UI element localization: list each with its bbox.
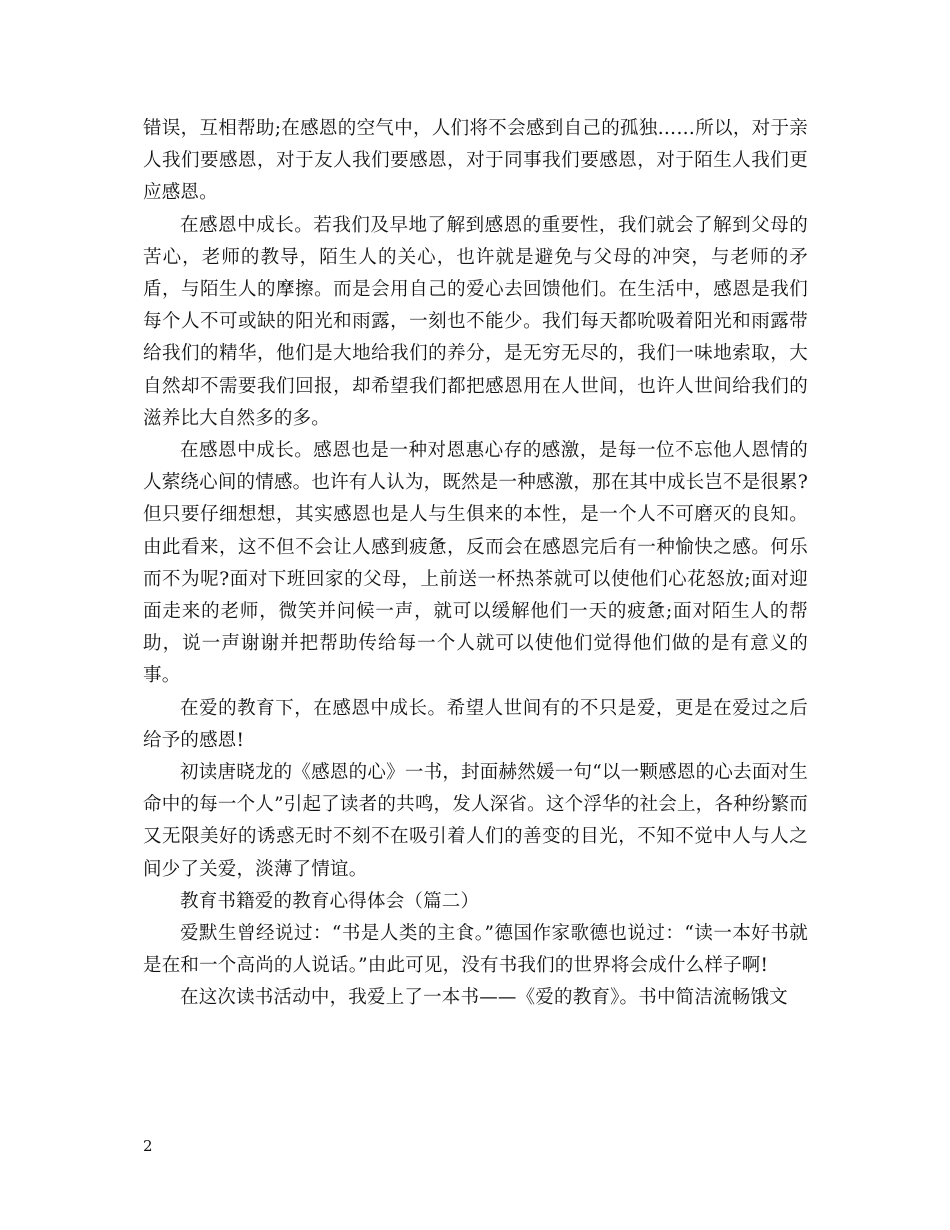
paragraph-continuation: 错误，互相帮助;在感恩的空气中，人们将不会感到自己的孤独……所以，对于亲人我们要感恩，对于友人我们要感恩，对于同事我们要感恩，对于陌生人我们更应感恩。: [143, 118, 808, 204]
paragraph-emerson-quote: 爱默生曾经说过：“书是人类的主食。”德国作家歌德也说过：“读一本好书就是在和一个高尚的人说话。”由此可见，没有书我们的世界将会成什么样子啊!: [143, 923, 808, 977]
page-number: 2: [143, 1137, 153, 1155]
body-text: [143, 113, 808, 1015]
paragraph-growing-with-gratitude-2: 在感恩中成长。感恩也是一种对恩惠心存的感激，是每一位不忘他人恩情的人萦绕心间的情感。也许有人认为，既然是一种感激，那在其中成长岂不是很累?但只要仔细想想，其实感恩也是人与生俱来的本性，是一个人不可磨灭的良知。由此看来，这不但不会让人感到疲惫，反而会在感恩完后有一种愉快之感。何乐而不为呢?面对下班回家的父母，上前送一杯热茶就可以使他们心花怒放;面对迎面走来的老师，微笑并问候一声，就可以缓解他们一天的疲惫;面对陌生人的帮助，说一声谢谢并把帮助传给每一个人就可以使他们觉得他们做的是有意义的事。: [143, 440, 808, 687]
paragraph-love-education: 在爱的教育下，在感恩中成长。希望人世间有的不只是爱，更是在爱过之后给予的感恩!: [143, 697, 808, 751]
section-heading-part-two: 教育书籍爱的教育心得体会（篇二）: [180, 890, 480, 912]
paragraph-grateful-heart-book: 初读唐晓龙的《感恩的心》一书，封面赫然媛一句“以一颗感恩的心去面对生命中的每一个人”引起了读者的共鸣，发人深省。这个浮华的社会上，各种纷繁而又无限美好的诱惑无时不刻不在吸引着人们的善变的目光，不知不觉中人与人之间少了关爱，淡薄了情谊。: [143, 762, 808, 880]
paragraph-reading-activity: 在这次读书活动中，我爱上了一本书——《爱的教育》。书中简洁流畅饿文: [180, 987, 788, 1009]
paragraph-growing-with-gratitude-1: 在感恩中成长。若我们及早地了解到感恩的重要性，我们就会了解到父母的苦心，老师的教导，陌生人的关心，也许就是避免与父母的冲突，与老师的矛盾，与陌生人的摩擦。而是会用自己的爱心去回馈他们。在生活中，感恩是我们每个人不可或缺的阳光和雨露，一刻也不能少。我们每天都吮吸着阳光和雨露带给我们的精华，他们是大地给我们的养分，是无穷无尽的，我们一味地索取，大自然却不需要我们回报，却希望我们都把感恩用在人世间，也许人世间给我们的滋养比大自然多的多。: [143, 214, 808, 429]
